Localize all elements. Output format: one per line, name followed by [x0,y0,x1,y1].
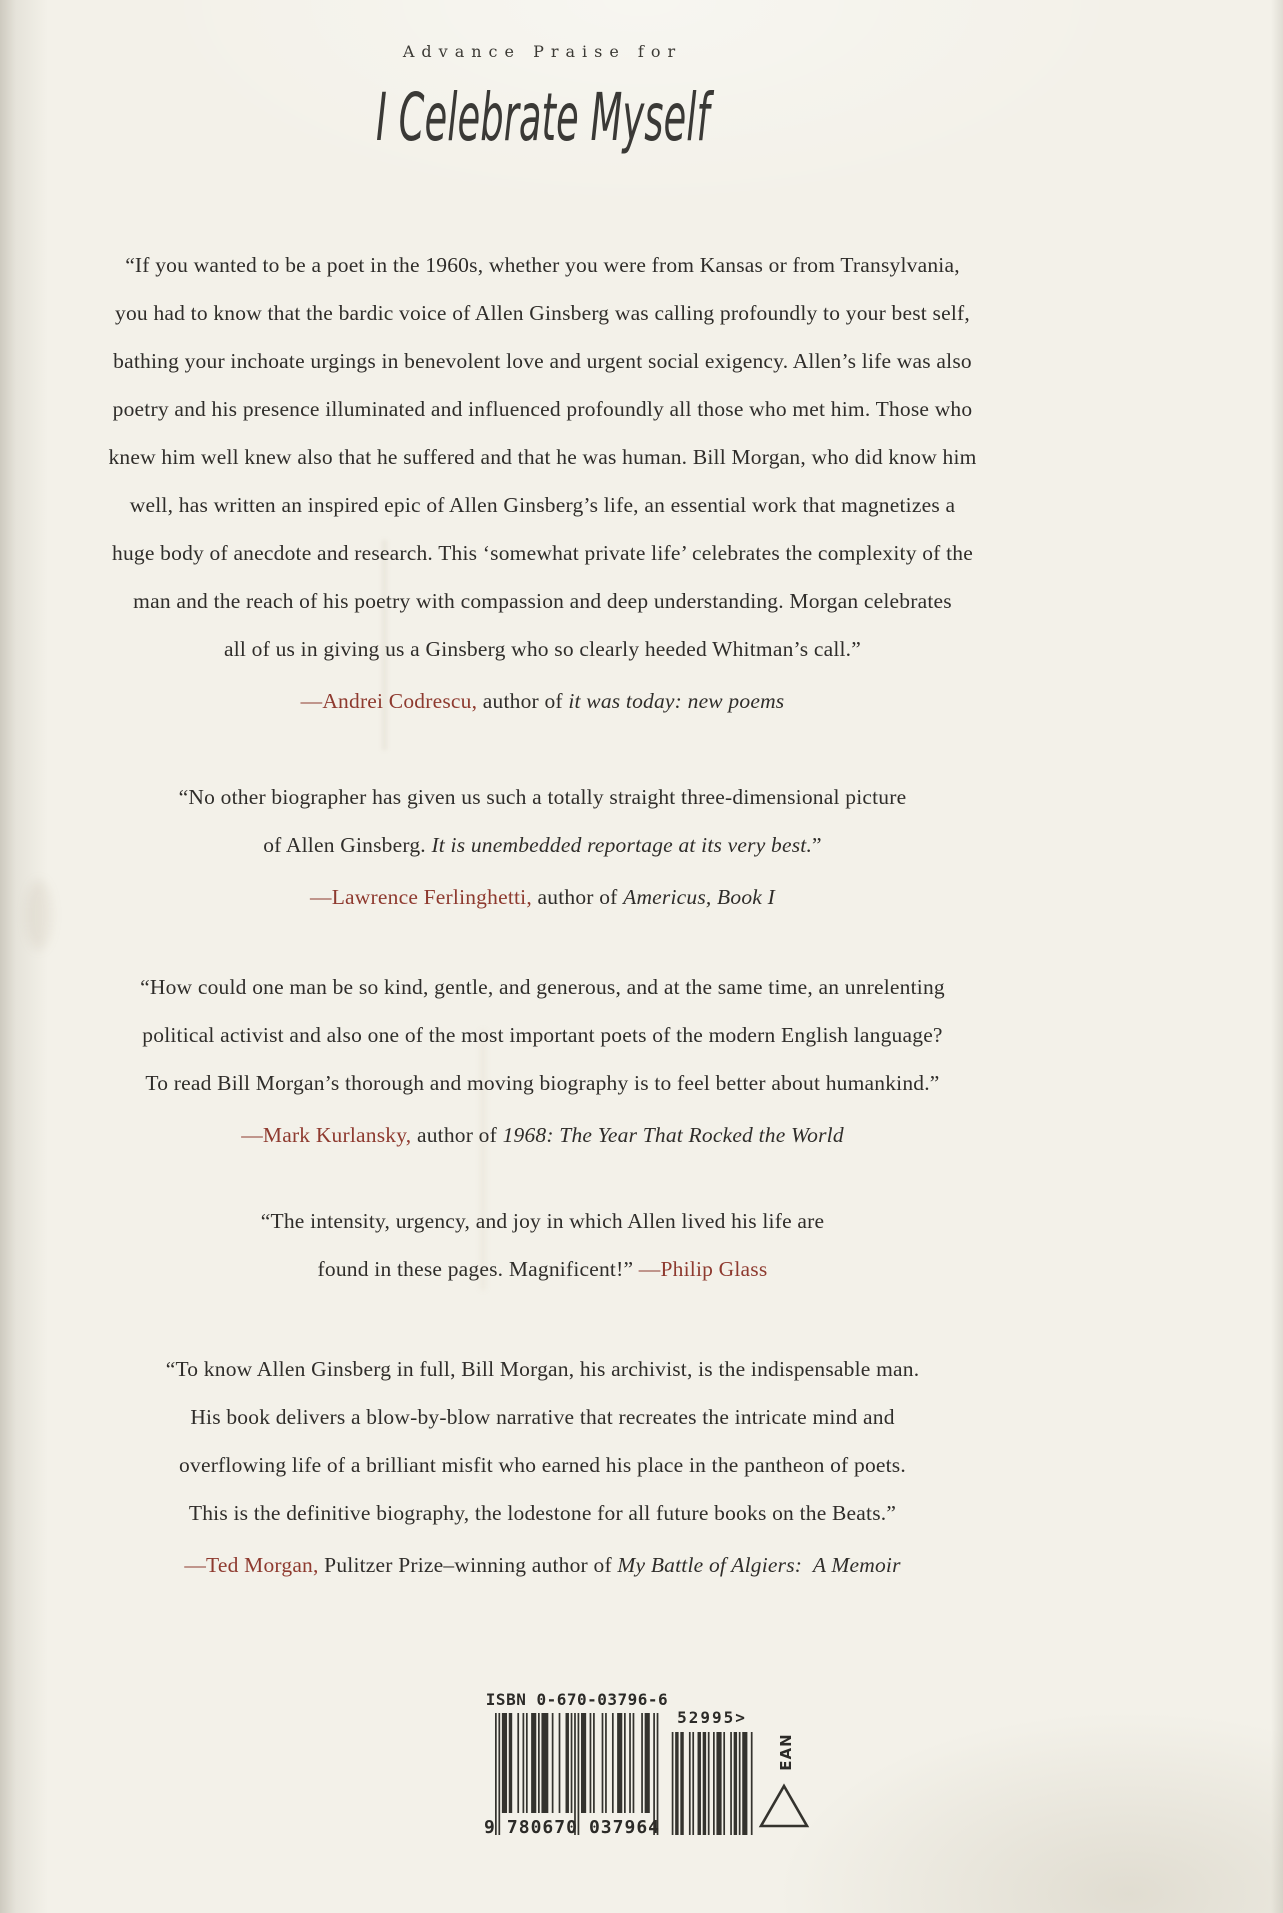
quote-text: To read Bill Morgan’s thorough and moving biography is to feel better about humankind.” [145,1071,940,1095]
quote-line [75,481,1010,529]
quote-text: bathing your inchoate urgings in benevolent love and urgent social exigency. Allen’s life was also [113,349,972,373]
quote-text: political activist and also one of the most important poets of the modern English language? [142,1023,943,1047]
quote-line [75,241,1010,289]
title-row [75,70,1010,166]
quote-text: “To know Allen Ginsberg in full, Bill Morgan, his archivist, is the indispensable man. [165,1357,920,1381]
quote-line [75,433,1010,481]
praise-quote [75,773,1010,921]
quote-text: It is unembedded reportage at its very best. [431,833,813,857]
quote-line [75,773,1010,821]
quote-attribution [75,1541,1010,1589]
isbn-label: ISBN 0-670-03796-6 [485,1690,669,1709]
quote-text: His book delivers a blow-by-blow narrative that recreates the intricate mind and [190,1405,895,1429]
quote-text: Americus, Book I [623,885,775,909]
quote-text: “If you wanted to be a poet in the 1960s, whether you were from Kansas or from Transylvania, [125,253,960,277]
attribution-name: —Lawrence Ferlinghetti, [310,885,532,909]
quote-line [75,821,1010,869]
barcode-digit-group1: 780670 [506,1817,578,1838]
quote-text: man and the reach of his poetry with compassion and deep understanding. Morgan celebrates [133,589,952,613]
triangle-mark-icon [758,1783,810,1829]
quote-line [75,289,1010,337]
quote-text: all of us in giving us a Ginsberg who so clearly heeded Whitman’s call.” [224,637,861,661]
quote-text: Pulitzer Prize–winning author of [318,1553,618,1577]
quote-text: My Battle of Algiers: A Memoir [617,1553,901,1577]
quote-attribution [75,1111,1010,1159]
barcode-area [480,1690,825,1865]
quote-text: author of [531,885,624,909]
quote-text: poetry and his presence illuminated and influenced profoundly all those who met him. Those who [112,397,973,421]
quote-attribution [75,873,1010,921]
quote-line [75,1489,1010,1537]
quote-text: ” [812,833,822,857]
paper-stain [26,880,52,950]
quote-text: found in these pages. Magnificent!” [317,1257,639,1281]
barcode-digit-group2: 037964 [588,1817,660,1838]
price-code-label: 52995> [677,1708,747,1727]
quote-line [75,625,1010,673]
advance-praise-label: Advance Praise for [402,42,683,61]
quote-text: “No other biographer has given us such a totally straight three-dimensional picture [178,785,907,809]
barcode-digit-left: 9 [484,1817,496,1838]
praise-quote [75,963,1010,1159]
quote-text: of Allen Ginsberg. [263,833,432,857]
quote-text: it was today: new poems [568,689,785,713]
attribution-name: —Andrei Codrescu, [300,689,478,713]
ean-label: EAN [777,1733,795,1771]
praise-quote [75,241,1010,725]
quote-line [75,337,1010,385]
quote-text: author of [477,689,569,713]
quote-text: knew him well knew also that he suffered and that he was human. Bill Morgan, who did know him [108,445,977,469]
price-addon-barcode [670,1732,754,1835]
quote-text: 1968: The Year That Rocked the World [502,1123,844,1147]
quote-line [75,1393,1010,1441]
barcode-digits [484,1817,660,1838]
quote-text: overflowing life of a brilliant misfit who earned his place in the pantheon of poets. [179,1453,906,1477]
quote-attribution [75,677,1010,725]
quote-text: “The intensity, urgency, and joy in which Allen lived his life are [260,1209,825,1233]
quote-line [75,1011,1010,1059]
quote-text: This is the definitive biography, the lodestone for all future books on the Beats.” [188,1501,897,1525]
quote-line [75,963,1010,1011]
quote-text: “How could one man be so kind, gentle, and generous, and at the same time, an unrelenting [140,975,945,999]
quote-line [75,577,1010,625]
quote-line [75,1197,1010,1245]
quote-line [75,1441,1010,1489]
praise-quotes [75,241,1010,1589]
quote-text: well, has written an inspired epic of Allen Ginsberg’s life, an essential work that magnetizes a [129,493,956,517]
quote-text: author of [411,1123,503,1147]
quote-line [75,529,1010,577]
praise-quote [75,1197,1010,1293]
quote-line [75,1059,1010,1107]
quote-line [75,385,1010,433]
quote-line [75,1245,1010,1293]
quote-text: huge body of anecdote and research. This ‘somewhat private life’ celebrates the complexity of the [112,541,973,565]
praise-quote [75,1345,1010,1589]
quote-line [75,1345,1010,1393]
book-title: I Celebrate Myself [375,79,710,156]
attribution-name: —Mark Kurlansky, [241,1123,412,1147]
attribution-name: —Philip Glass [638,1257,768,1281]
attribution-name: —Ted Morgan, [184,1553,319,1577]
quote-text: you had to know that the bardic voice of Allen Ginsberg was calling profoundly to your best self, [115,301,970,325]
